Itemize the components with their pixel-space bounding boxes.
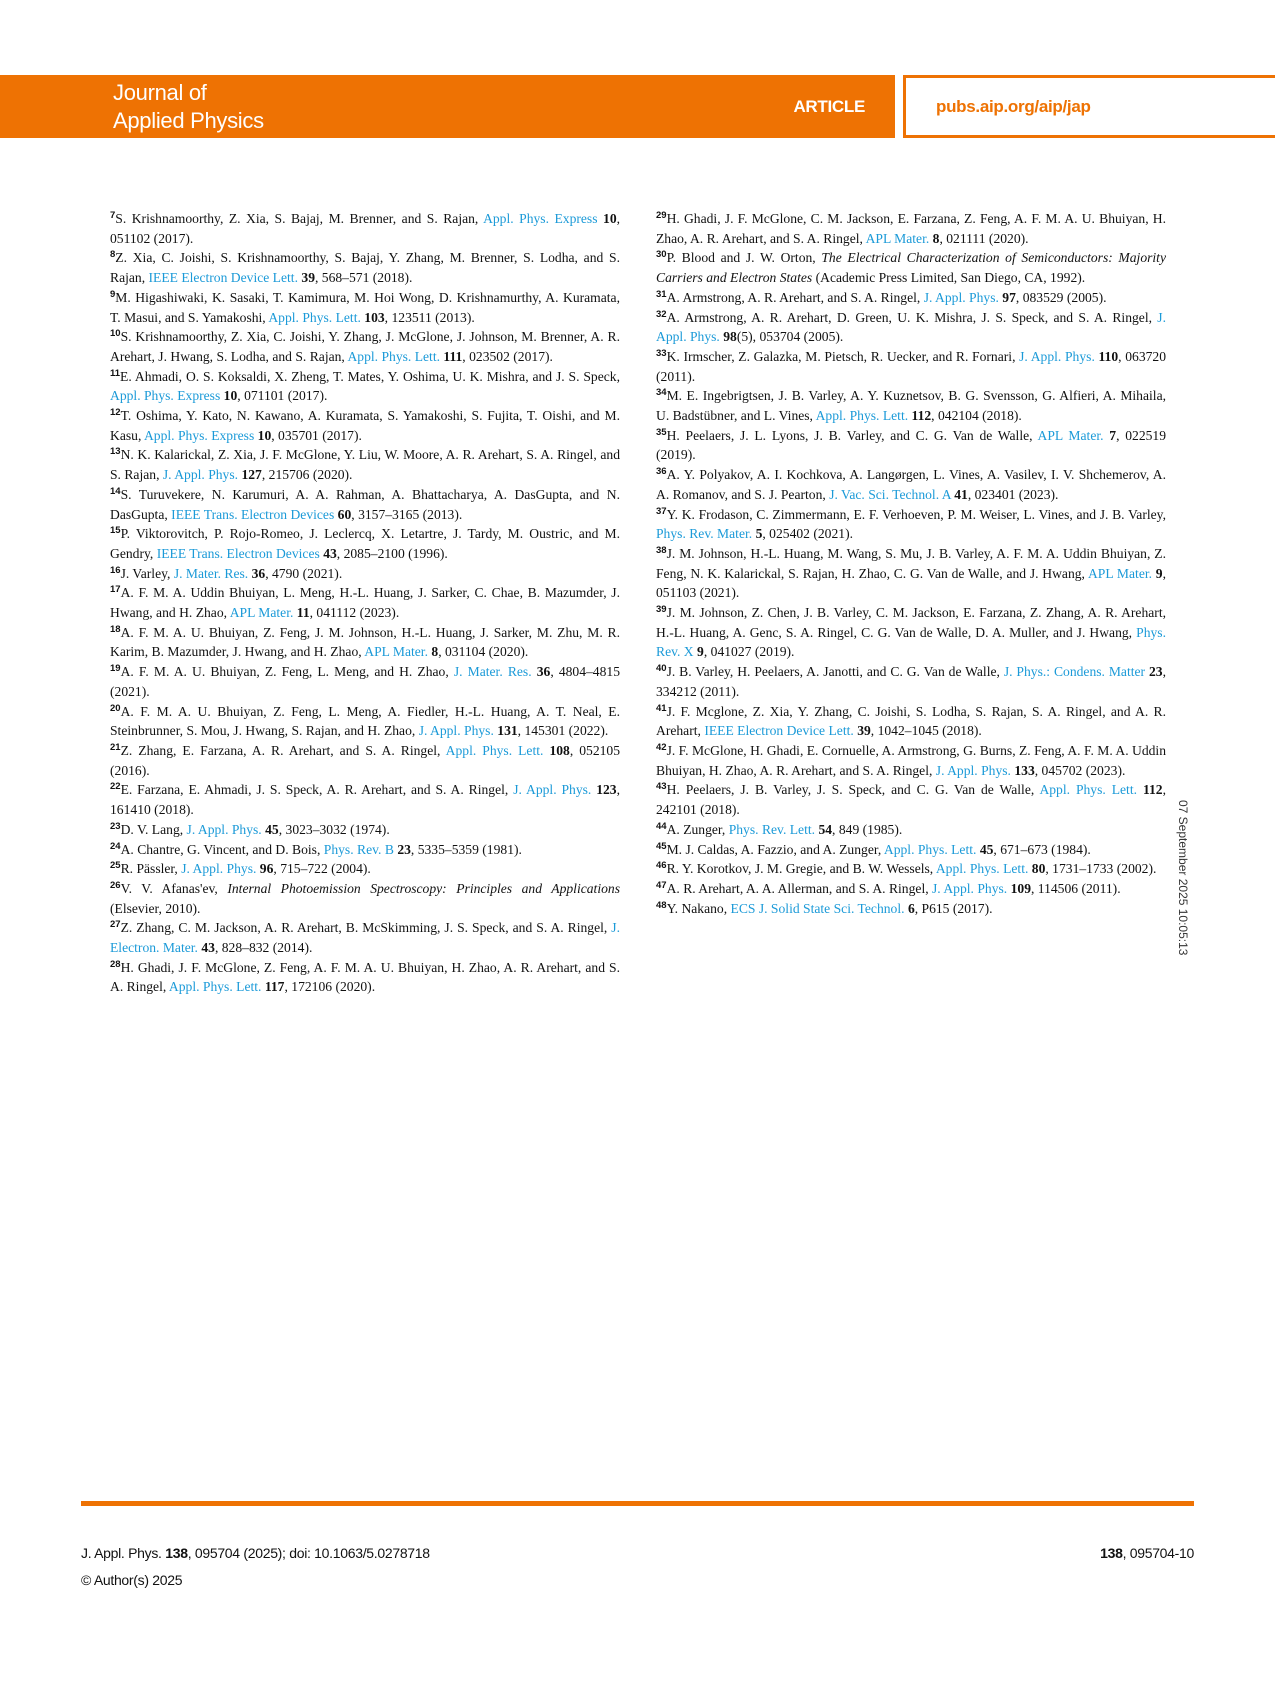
reference-text: T. Oshima, Y. Kato, N. Kawano, A. Kuramata, S. Yamakoshi, S. Fujita, T. Oishi, and M. Kasu,	[110, 408, 620, 443]
volume-number: 111	[443, 348, 463, 364]
reference-number: 33	[656, 347, 667, 359]
volume-number: 23	[397, 841, 411, 857]
reference-text: E. Ahmadi, O. S. Koksaldi, X. Zheng, T. Mates, Y. Oshima, U. K. Mishra, and J. S. Speck,	[120, 368, 620, 384]
citation-doi: , 095704 (2025); doi: 10.1063/5.0278718	[187, 1545, 430, 1561]
reference-text: (Academic Press Limited, San Diego, CA, 1992).	[812, 270, 1086, 286]
volume-number: 131	[497, 723, 518, 739]
reference-text: , 041112 (2023).	[309, 605, 400, 621]
reference-text: E. Farzana, E. Ahmadi, J. S. Speck, A. R. Arehart, and S. A. Ringel,	[120, 782, 514, 798]
reference-text: , P615 (2017).	[914, 900, 993, 916]
reference-text: A. Zunger,	[666, 821, 729, 837]
volume-number: 39	[301, 270, 315, 286]
reference-item	[110, 859, 620, 879]
journal-link[interactable]: Appl. Phys. Lett.	[445, 742, 544, 758]
volume-number: 80	[1031, 861, 1046, 877]
footer-citation	[81, 1545, 430, 1561]
reference-text: P. Viktorovitch, P. Rojo-Romeo, J. Leclercq, X. Letartre, J. Tardy, M. Oustric, and M. Gendry,	[110, 526, 620, 561]
reference-number: 10	[110, 328, 121, 340]
reference-text: , 3023–3032 (1974).	[278, 821, 390, 837]
reference-number: 35	[656, 426, 667, 438]
reference-item	[110, 840, 620, 860]
reference-text: , 045702 (2023).	[1034, 762, 1126, 778]
reference-item	[656, 662, 1166, 701]
journal-link[interactable]: IEEE Electron Device Lett.	[148, 270, 298, 286]
reference-text: , 215706 (2020).	[261, 467, 353, 483]
reference-item	[110, 702, 620, 741]
journal-link[interactable]: J. Mater. Res.	[173, 565, 249, 581]
reference-text: , 849 (1985).	[832, 821, 903, 837]
journal-link[interactable]: J. Appl. Phys.	[656, 309, 1166, 345]
volume-number: 36	[536, 664, 551, 680]
reference-text: A. F. M. A. Uddin Bhuiyan, L. Meng, H.-L. Huang, J. Sarker, C. Chae, B. Mazumder, J. Hwang, and H. Zhao,	[110, 585, 620, 621]
journal-link[interactable]: J. Appl. Phys.	[181, 861, 257, 877]
reference-item	[656, 702, 1166, 741]
reference-text: R. Y. Korotkov, J. M. Gregie, and B. W. Wessels,	[666, 861, 936, 877]
reference-number: 36	[656, 466, 667, 478]
volume-number: 36	[251, 565, 266, 581]
reference-text: S. Krishnamoorthy, Z. Xia, S. Bajaj, M. Brenner, and S. Rajan,	[115, 211, 484, 226]
journal-link[interactable]: J. Mater. Res.	[453, 664, 532, 680]
reference-number: 18	[110, 623, 121, 635]
reference-item	[656, 465, 1166, 504]
reference-text: , 242101 (2018).	[656, 782, 1166, 818]
reference-text: , 023401 (2023).	[967, 486, 1059, 502]
journal-link[interactable]: Appl. Phys. Lett.	[883, 841, 977, 857]
reference-text: , 051103 (2021).	[656, 565, 1166, 601]
reference-text: M. E. Ingebrigtsen, J. B. Varley, A. Y. Kuznetsov, B. G. Svensson, G. Alfieri, A. Mihaila, U. Badstübner, and L. Vines,	[656, 388, 1166, 424]
volume-number: 117	[264, 979, 285, 995]
reference-text: H. Peelaers, J. L. Lyons, J. B. Varley, and C. G. Van de Walle,	[666, 427, 1038, 443]
journal-link[interactable]: ECS J. Solid State Sci. Technol.	[730, 900, 905, 916]
reference-text: A. F. M. A. U. Bhuiyan, Z. Feng, L. Meng, A. Fiedler, H.-L. Huang, A. T. Neal, E. Steinbrunner, S. Mou, J. Hwang, S. Rajan, and H. Zhao,	[110, 703, 620, 739]
journal-link[interactable]: Phys. Rev. Lett.	[728, 821, 816, 837]
reference-number: 42	[656, 741, 667, 753]
volume-number: 10	[257, 427, 272, 443]
journal-link[interactable]: J. Appl. Phys.	[935, 762, 1011, 778]
journal-link[interactable]: J. Phys.: Condens. Matter	[1003, 664, 1146, 680]
reference-text: , 023502 (2017).	[462, 348, 553, 364]
reference-number: 20	[110, 702, 121, 714]
reference-text: , 2085–2100 (1996).	[336, 545, 448, 561]
journal-link[interactable]: J. Appl. Phys.	[1019, 348, 1095, 364]
reference-text: (Elsevier, 2010).	[110, 900, 201, 916]
reference-text: V. V. Afanas'ev,	[120, 880, 228, 896]
reference-number: 39	[656, 604, 667, 616]
journal-link[interactable]: Appl. Phys. Lett.	[168, 979, 262, 995]
page-number	[1100, 1545, 1194, 1561]
reference-item	[656, 741, 1166, 780]
reference-item	[656, 426, 1166, 465]
reference-number: 30	[656, 249, 667, 261]
journal-link[interactable]: J. Appl. Phys.	[513, 782, 592, 798]
reference-number: 19	[110, 663, 121, 675]
journal-link[interactable]: J. Electron. Mater.	[110, 920, 620, 956]
reference-text: R. Pässler,	[120, 861, 182, 877]
volume-number: 5	[755, 526, 763, 542]
volume-number: 98	[723, 329, 737, 345]
references-column-right	[656, 209, 1166, 918]
journal-link[interactable]: APL Mater.	[229, 605, 294, 621]
journal-title-line1: Journal of	[113, 80, 207, 105]
reference-item	[110, 741, 620, 780]
reference-text: , 715–722 (2004).	[273, 861, 371, 877]
volume-number: 45	[979, 841, 994, 857]
reference-number: 23	[110, 820, 121, 832]
volume-number: 110	[1098, 348, 1119, 364]
reference-text: H. Ghadi, J. F. McGlone, C. M. Jackson, E. Farzana, Z. Feng, A. F. M. A. U. Bhuiyan, H. Zhao, A. R. Arehart, and S. A. Ringel,	[656, 211, 1166, 246]
journal-link[interactable]: IEEE Trans. Electron Devices	[171, 506, 335, 522]
reference-text: D. V. Lang,	[120, 821, 187, 837]
page-id: , 095704-10	[1122, 1545, 1194, 1561]
reference-item	[110, 564, 620, 584]
journal-link[interactable]: Appl. Phys. Lett.	[815, 408, 909, 424]
reference-number: 41	[656, 702, 667, 714]
book-title: The Electrical Characterization of Semiconductors: Majority Carriers and Electron States	[656, 250, 1166, 286]
reference-number: 34	[656, 387, 667, 399]
volume-number: 97	[1002, 289, 1016, 305]
reference-number: 37	[656, 505, 667, 517]
references-column-left	[110, 209, 620, 997]
reference-item	[110, 248, 620, 287]
reference-text: J. Varley,	[120, 565, 174, 581]
volume-number: 10	[223, 388, 238, 404]
reference-text: A. F. M. A. U. Bhuiyan, Z. Feng, L. Meng, and H. Zhao,	[120, 664, 454, 680]
reference-item	[656, 386, 1166, 425]
reference-text: H. Ghadi, J. F. McGlone, Z. Feng, A. F. M. A. U. Bhuiyan, H. Zhao, A. R. Arehart, and S. A. Ringel,	[110, 959, 620, 995]
reference-text: , 083529 (2005).	[1015, 289, 1107, 305]
volume-number: 54	[818, 821, 833, 837]
reference-text: , 568–571 (2018).	[314, 270, 413, 286]
journal-link[interactable]: Phys. Rev. Mater.	[656, 526, 753, 542]
reference-text: K. Irmscher, Z. Galazka, M. Pietsch, R. Uecker, and R. Fornari,	[666, 348, 1020, 364]
reference-item	[110, 327, 620, 366]
reference-text: , 828–832 (2014).	[214, 940, 313, 956]
volume-number: 11	[296, 605, 310, 621]
reference-text: , 123511 (2013).	[384, 309, 475, 325]
reference-text: J. F. Mcglone, Z. Xia, Y. Zhang, C. Joishi, S. Lodha, S. Rajan, S. A. Ringel, and A. R. Arehart,	[656, 703, 1166, 739]
reference-item	[110, 958, 620, 997]
reference-text: , 022519 (2019).	[656, 427, 1167, 463]
volume-number: 10	[603, 211, 617, 226]
volume-number: 45	[265, 821, 279, 837]
reference-text: J. M. Johnson, H.-L. Huang, M. Wang, S. Mu, J. B. Varley, A. F. M. A. Uddin Bhuiyan, Z. Feng, N. K. Kalarickal, S. Rajan, H. Zhao, C. G. Van de Walle, and J. Hwang,	[656, 545, 1166, 581]
reference-text: , 114506 (2011).	[1030, 880, 1121, 896]
reference-number: 24	[110, 840, 121, 852]
journal-url-box	[903, 75, 1275, 138]
journal-link[interactable]: Appl. Phys. Express	[110, 388, 221, 404]
journal-header-bar	[0, 75, 895, 138]
volume-number: 133	[1014, 762, 1035, 778]
reference-text: A. R. Arehart, A. A. Allerman, and S. A. Ringel,	[666, 880, 933, 896]
reference-text: M. Higashiwaki, K. Sasaki, T. Kamimura, M. Hoi Wong, D. Krishnamurthy, A. Kuramata, T. Masui, and S. Yamakoshi,	[110, 289, 620, 325]
book-title: Internal Photoemission Spectroscopy: Principles and Applications	[227, 880, 620, 896]
reference-text: , 025402 (2021).	[762, 526, 853, 542]
reference-number: 25	[110, 860, 121, 872]
reference-item	[656, 899, 1166, 919]
reference-number: 8	[110, 249, 116, 261]
volume-number: 8	[431, 644, 439, 660]
reference-item	[656, 859, 1166, 879]
volume-number: 103	[364, 309, 385, 325]
reference-text: , 334212 (2011).	[656, 664, 1166, 699]
download-timestamp: 07 September 2025 10:05:13	[1176, 800, 1190, 956]
reference-text: A. Y. Polyakov, A. I. Kochkova, A. Langørgen, L. Vines, A. Vasilev, I. V. Shchemerov, A. A. Romanov, and S. J. Pearton,	[656, 467, 1166, 502]
reference-item	[110, 583, 620, 622]
volume-number: 9	[1155, 565, 1163, 581]
journal-url-link[interactable]: pubs.aip.org/aip/jap	[936, 97, 1091, 116]
reference-item	[656, 840, 1166, 860]
journal-link[interactable]: IEEE Trans. Electron Devices	[156, 545, 320, 561]
reference-item	[110, 367, 620, 406]
reference-item	[110, 623, 620, 662]
reference-number: 28	[110, 958, 121, 970]
reference-text: , 021111 (2020).	[939, 230, 1029, 246]
journal-link[interactable]: Appl. Phys. Express	[483, 211, 598, 226]
reference-item	[656, 209, 1166, 248]
reference-text: A. F. M. A. U. Bhuiyan, Z. Feng, J. M. Johnson, H.-L. Huang, J. Sarker, M. Zhu, M. R. Karim, B. Mazumder, J. Hwang, and H. Zhao,	[110, 624, 620, 660]
journal-link[interactable]: J. Appl. Phys.	[418, 723, 494, 739]
reference-number: 17	[110, 584, 121, 596]
reference-item	[656, 544, 1166, 603]
reference-text: Z. Zhang, C. M. Jackson, A. R. Arehart, B. McSkimming, J. S. Speck, and S. A. Ringel,	[120, 920, 612, 936]
reference-item	[110, 918, 620, 957]
reference-number: 21	[110, 741, 121, 753]
reference-number: 22	[110, 781, 121, 793]
reference-item	[656, 879, 1166, 899]
reference-text: J. M. Johnson, Z. Chen, J. B. Varley, C. M. Jackson, E. Farzana, Z. Zhang, A. R. Arehart, H.-L. Huang, A. Genc, S. A. Ringel, C. G. Van de Walle, D. A. Muller, and J. Hwang,	[656, 605, 1166, 640]
reference-item	[110, 820, 620, 840]
reference-number: 40	[656, 663, 667, 675]
reference-text: N. K. Kalarickal, Z. Xia, J. F. McGlone, Y. Liu, W. Moore, A. R. Arehart, S. A. Ringel, and S. Rajan,	[110, 447, 620, 483]
reference-text: , 145301 (2022).	[517, 723, 609, 739]
footer-divider	[81, 1501, 1194, 1506]
volume-number: 8	[932, 230, 940, 246]
journal-title-line2: Applied Physics	[113, 108, 264, 133]
journal-link[interactable]: J. Appl. Phys.	[932, 880, 1008, 896]
volume-number: 60	[337, 506, 352, 522]
journal-link[interactable]: APL Mater.	[364, 644, 428, 660]
reference-text: , 4804–4815 (2021).	[110, 664, 620, 699]
reference-text: , 671–673 (1984).	[993, 841, 1091, 857]
reference-number: 45	[656, 840, 667, 852]
journal-link[interactable]: APL Mater.	[865, 230, 930, 246]
reference-text: , 071101 (2017).	[237, 388, 328, 404]
article-label: ARTICLE	[793, 97, 865, 116]
reference-number: 29	[656, 210, 667, 221]
reference-text: , 1042–1045 (2018).	[870, 723, 982, 739]
journal-link[interactable]: APL Mater.	[1087, 565, 1153, 581]
reference-item	[110, 662, 620, 701]
journal-link[interactable]: J. Vac. Sci. Technol. A	[829, 486, 951, 502]
volume-number: 96	[259, 861, 274, 877]
reference-number: 46	[656, 860, 667, 872]
reference-number: 9	[110, 288, 116, 300]
volume-number: 9	[697, 644, 704, 660]
reference-item	[110, 445, 620, 484]
reference-item	[110, 879, 620, 918]
volume-number: 112	[1142, 782, 1163, 798]
reference-item	[110, 406, 620, 445]
reference-text: J. F. McGlone, H. Ghadi, E. Cornuelle, A. Armstrong, G. Burns, Z. Feng, A. F. M. A. Uddin Bhuiyan, H. Zhao, A. R. Arehart, and S. A. Ringel,	[656, 742, 1166, 778]
reference-item	[656, 308, 1166, 347]
volume-number: 127	[241, 467, 262, 483]
volume-number: 23	[1149, 664, 1163, 680]
reference-number: 44	[656, 820, 667, 832]
reference-number: 32	[656, 308, 667, 320]
reference-text: , 5335–5359 (1981).	[410, 841, 522, 857]
journal-link[interactable]: Phys. Rev. B	[323, 841, 394, 857]
volume-number: 7	[1109, 427, 1117, 443]
reference-item	[110, 209, 620, 248]
reference-number: 43	[656, 781, 667, 793]
reference-text: P. Blood and J. W. Orton,	[666, 250, 822, 266]
reference-number: 12	[110, 407, 121, 419]
reference-text: , 4790 (2021).	[265, 565, 343, 581]
reference-text: M. J. Caldas, A. Fazzio, and A. Zunger,	[666, 841, 884, 857]
reference-text: , 042104 (2018).	[931, 408, 1022, 424]
reference-item	[110, 485, 620, 524]
volume-number: 123	[596, 782, 617, 798]
journal-link[interactable]: Appl. Phys. Lett.	[347, 348, 440, 364]
reference-text: H. Peelaers, J. B. Varley, J. S. Speck, and C. G. Van de Walle,	[666, 782, 1040, 798]
page-volume: 138	[1100, 1545, 1123, 1561]
volume-number: 109	[1010, 880, 1031, 896]
reference-number: 47	[656, 879, 667, 891]
reference-text: , 161410 (2018).	[110, 782, 620, 818]
reference-item	[656, 505, 1166, 544]
reference-text: , 172106 (2020).	[284, 979, 376, 995]
volume-number: 43	[201, 940, 215, 956]
reference-text: A. Armstrong, A. R. Arehart, and S. A. Ringel,	[666, 289, 924, 305]
reference-text: , 051102 (2017).	[110, 211, 621, 246]
volume-number: 108	[549, 742, 570, 758]
journal-link[interactable]: Phys. Rev. X	[656, 624, 1166, 660]
reference-text: , 041027 (2019).	[703, 644, 795, 660]
volume-number: 39	[857, 723, 871, 739]
journal-link[interactable]: APL Mater.	[1037, 427, 1104, 443]
reference-text: , 031104 (2020).	[438, 644, 529, 660]
reference-item	[656, 347, 1166, 386]
reference-number: 7	[110, 210, 116, 221]
reference-number: 27	[110, 919, 121, 931]
journal-link[interactable]: J. Appl. Phys.	[162, 467, 239, 483]
reference-text: Z. Xia, C. Joishi, S. Krishnamoorthy, S. Bajaj, Y. Zhang, M. Brenner, S. Lodha, and S. Rajan,	[110, 250, 620, 286]
reference-number: 11	[110, 367, 121, 379]
reference-text: , 063720 (2011).	[656, 348, 1167, 384]
journal-title	[113, 79, 264, 135]
reference-number: 26	[110, 879, 121, 891]
reference-number: 48	[656, 899, 667, 911]
reference-item	[110, 288, 620, 327]
reference-text: , 1731–1733 (2002).	[1045, 861, 1157, 877]
reference-text: A. Armstrong, A. R. Arehart, D. Green, U. K. Mishra, J. S. Speck, and S. A. Ringel,	[666, 309, 1158, 325]
reference-text: Y. Nakano,	[666, 900, 731, 916]
reference-text: , 3157–3165 (2013).	[351, 506, 463, 522]
reference-text: S. Turuvekere, N. Karumuri, A. A. Rahman, A. Bhattacharya, A. DasGupta, and N. DasGupta,	[110, 486, 620, 522]
footer-copyright: © Author(s) 2025	[81, 1572, 183, 1588]
reference-number: 38	[656, 544, 667, 556]
reference-item	[656, 603, 1166, 662]
journal-link[interactable]: IEEE Electron Device Lett.	[704, 723, 854, 739]
reference-number: 16	[110, 564, 121, 576]
reference-number: 31	[656, 288, 667, 300]
volume-number: 41	[954, 486, 968, 502]
reference-text: A. Chantre, G. Vincent, and D. Bois,	[120, 841, 324, 857]
volume-number: 6	[907, 900, 915, 916]
journal-link[interactable]: Appl. Phys. Express	[143, 427, 255, 443]
reference-item	[656, 780, 1166, 819]
citation-journal: J. Appl. Phys.	[81, 1545, 166, 1561]
reference-text: (5), 053704 (2005).	[736, 329, 844, 345]
reference-text: Z. Zhang, E. Farzana, A. R. Arehart, and S. A. Ringel,	[120, 742, 446, 758]
volume-number: 43	[323, 545, 337, 561]
reference-number: 15	[110, 525, 121, 537]
reference-item	[110, 780, 620, 819]
reference-text: S. Krishnamoorthy, Z. Xia, C. Joishi, Y. Zhang, J. McGlone, J. Johnson, M. Brenner, A. R. Arehart, J. Hwang, S. Lodha, and S. Rajan,	[110, 329, 620, 364]
reference-number: 13	[110, 446, 121, 458]
reference-number: 14	[110, 485, 121, 497]
reference-item	[110, 524, 620, 563]
reference-text: , 035701 (2017).	[271, 427, 362, 443]
volume-number: 112	[911, 408, 932, 424]
citation-volume: 138	[165, 1545, 188, 1561]
journal-link[interactable]: J. Appl. Phys.	[923, 289, 999, 305]
reference-text: , 052105 (2016).	[110, 742, 621, 778]
reference-item	[656, 820, 1166, 840]
journal-link[interactable]: Appl. Phys. Lett.	[935, 861, 1029, 877]
reference-item	[656, 288, 1166, 308]
reference-text: Y. K. Frodason, C. Zimmermann, E. F. Verhoeven, P. M. Weiser, L. Vines, and J. B. Varley,	[666, 506, 1166, 522]
journal-link[interactable]: J. Appl. Phys.	[186, 821, 262, 837]
journal-link[interactable]: Appl. Phys. Lett.	[268, 309, 361, 325]
reference-text: J. B. Varley, H. Peelaers, A. Janotti, and C. G. Van de Walle,	[666, 664, 1004, 680]
reference-item	[656, 248, 1166, 287]
journal-link[interactable]: Appl. Phys. Lett.	[1039, 782, 1138, 798]
